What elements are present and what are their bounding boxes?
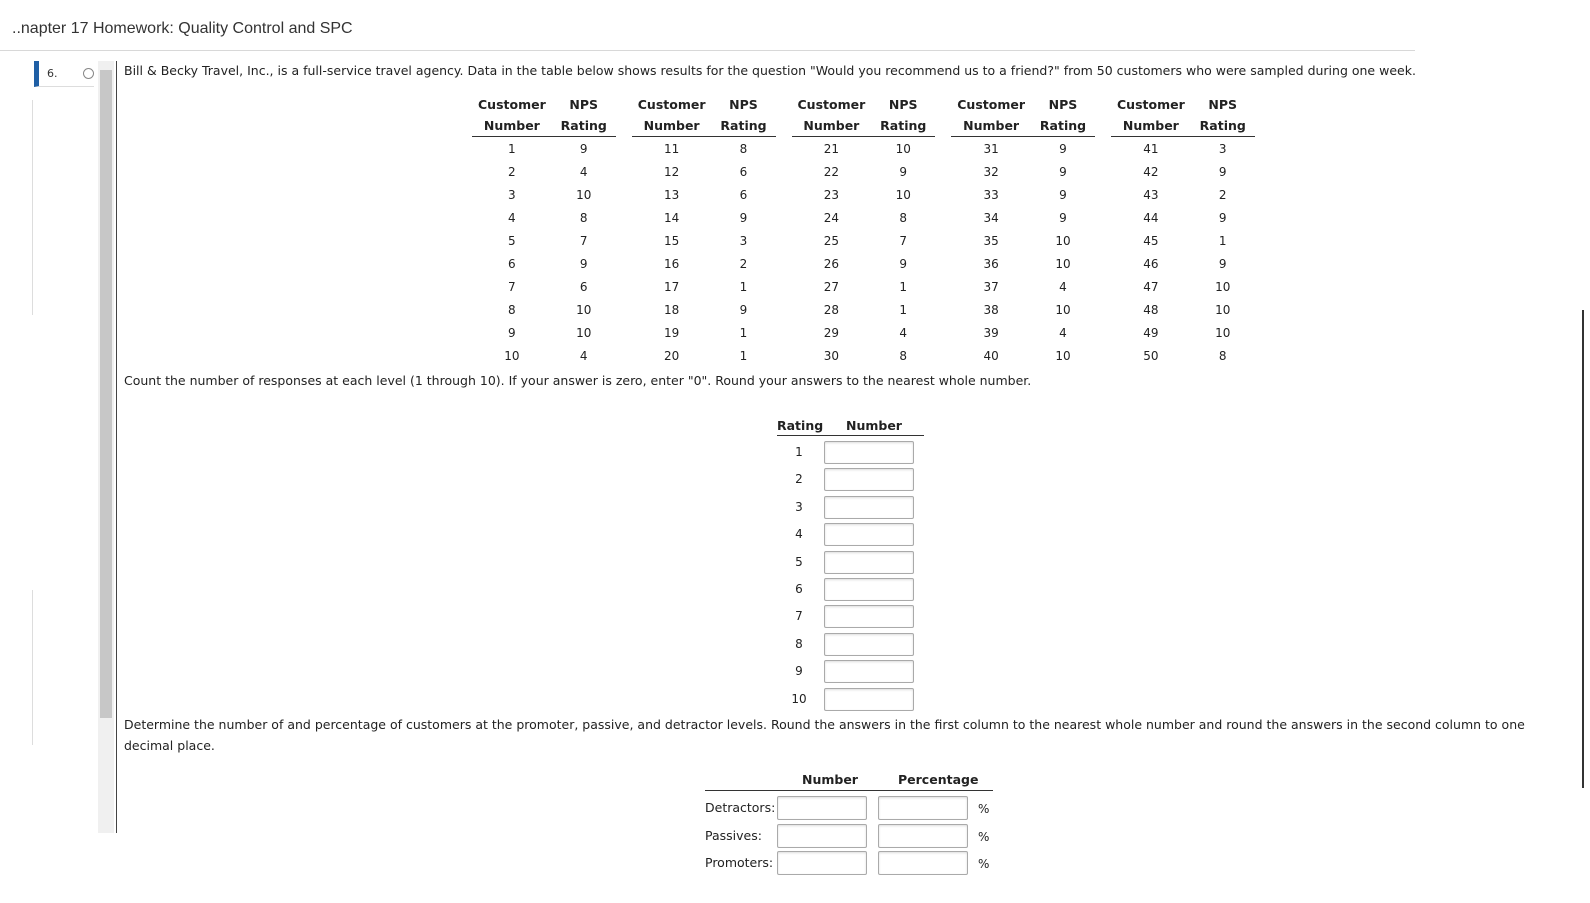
customer-number-cell: 31 (983, 141, 999, 156)
summary-number-input[interactable] (777, 851, 867, 875)
rating-count-input[interactable] (824, 578, 914, 601)
rating-row (777, 604, 924, 631)
customer-number-cell: 8 (508, 302, 516, 317)
rating-label: 2 (795, 472, 803, 487)
rating-count-input[interactable] (824, 688, 914, 711)
summary-label: Promoters: (705, 855, 774, 870)
summary-percentage-input[interactable] (878, 851, 968, 875)
nps-rating-cell: 1 (899, 279, 908, 294)
content-border (116, 61, 117, 833)
customer-number-cell: 38 (983, 302, 999, 317)
nps-rating-cell: 4 (1059, 279, 1067, 294)
col-header: Number (632, 115, 712, 137)
rating-row (777, 467, 924, 494)
customer-number-cell: 23 (823, 187, 840, 202)
nps-rating-cell: 9 (1059, 164, 1067, 179)
col-header: Number (1111, 115, 1191, 137)
summary-percentage-input[interactable] (878, 796, 968, 820)
customer-number-cell: 21 (823, 141, 840, 156)
nps-rating-cell: 4 (899, 325, 908, 340)
customer-number-cell: 39 (983, 325, 999, 340)
col-header: Customer (478, 97, 546, 112)
nps-rating-cell: 4 (579, 348, 588, 363)
col-header: Rating (1031, 115, 1095, 137)
customer-number-cell: 41 (1143, 141, 1159, 156)
col-header: Customer (957, 97, 1025, 112)
customer-number-cell: 43 (1143, 187, 1159, 202)
nps-rating-cell: 9 (1059, 141, 1067, 156)
table-row (472, 252, 1255, 275)
nps-rating-cell: 10 (1215, 279, 1231, 294)
customer-number-cell: 6 (508, 256, 516, 271)
customer-number-cell: 17 (663, 279, 680, 294)
nps-rating-cell: 9 (739, 302, 748, 317)
customer-number-cell: 27 (823, 279, 840, 294)
nps-rating-cell: 7 (899, 233, 908, 248)
rating-count-input[interactable] (824, 660, 914, 683)
nps-rating-cell: 9 (1059, 187, 1067, 202)
summary-label: Passives: (705, 827, 762, 843)
rating-label: 10 (791, 691, 807, 706)
percent-sign: % (978, 802, 990, 816)
nps-rating-cell: 9 (899, 164, 908, 179)
customer-number-cell: 34 (983, 210, 999, 225)
customer-number-cell: 10 (504, 348, 520, 363)
rating-label: 6 (795, 582, 803, 596)
nps-rating-cell: 9 (739, 210, 748, 225)
rating-count-input[interactable] (824, 633, 914, 656)
table-row (472, 298, 1255, 321)
customer-number-cell: 26 (823, 256, 840, 271)
rating-label: 4 (795, 527, 803, 542)
rating-header-rule (777, 435, 924, 436)
customer-number-cell: 1 (508, 141, 516, 156)
summary-percentage-header: Percentage (898, 772, 979, 787)
col-header: Number (792, 115, 872, 137)
rating-row (777, 495, 924, 522)
customer-number-cell: 44 (1143, 210, 1159, 225)
summary-number-input[interactable] (777, 796, 867, 820)
nps-rating-cell: 10 (576, 302, 592, 317)
nps-rating-cell: 1 (739, 279, 748, 294)
col-header: NPS (1208, 97, 1238, 112)
left-divider (32, 100, 33, 130)
question-number: 6. (47, 67, 58, 80)
nps-rating-cell: 8 (899, 348, 908, 363)
customer-number-cell: 32 (983, 164, 999, 179)
customer-number-cell: 15 (663, 233, 680, 248)
customer-number-cell: 25 (823, 233, 840, 248)
col-header: NPS (729, 97, 758, 112)
table-row (472, 275, 1255, 298)
rating-row (777, 550, 924, 577)
number-header: Number (846, 418, 902, 433)
col-header: Rating (552, 115, 616, 137)
nps-rating-cell: 10 (895, 187, 911, 202)
nps-rating-cell: 10 (1055, 256, 1071, 271)
table-row (472, 137, 1255, 161)
header-divider (0, 50, 1415, 51)
count-instruction: Count the number of responses at each level (1 through 10). If your answer is zero, enter "0". Round your answers to the nearest whole number. (124, 373, 1032, 388)
nps-rating-cell: 10 (1055, 348, 1071, 363)
nps-rating-cell: 10 (576, 187, 592, 202)
rating-count-input[interactable] (824, 523, 914, 546)
col-header: Number (472, 115, 552, 137)
col-header: Customer (637, 97, 706, 112)
nps-rating-cell: 1 (1218, 233, 1227, 248)
customer-number-cell: 2 (508, 164, 516, 179)
summary-label: Detractors: (705, 800, 776, 815)
rating-row (777, 577, 924, 604)
scrollbar-thumb[interactable] (100, 70, 112, 718)
nps-rating-cell: 9 (579, 256, 588, 271)
rating-count-input[interactable] (824, 605, 914, 628)
rating-count-input[interactable] (824, 496, 914, 519)
left-divider (32, 590, 33, 745)
customer-number-cell: 9 (508, 325, 516, 340)
level-instruction: Determine the number of and percentage of customers at the promoter, passive, and detractor levels. Round the answers in the first column to the nearest whole number and round the answers in the second column to one decimal place. (124, 717, 1525, 753)
nps-rating-cell: 9 (1218, 164, 1227, 179)
customer-number-cell: 14 (663, 210, 680, 225)
rating-row (777, 440, 924, 467)
customer-number-cell: 20 (663, 348, 680, 363)
nps-rating-cell: 4 (579, 164, 588, 179)
table-row (472, 229, 1255, 252)
summary-row (705, 795, 1005, 822)
customer-number-cell: 16 (663, 256, 680, 271)
col-header: NPS (1048, 97, 1078, 112)
nps-rating-cell: 2 (1218, 187, 1227, 202)
summary-row (705, 850, 1005, 877)
customer-number-cell: 13 (663, 187, 680, 202)
summary-percentage-input[interactable] (878, 824, 968, 848)
customer-number-cell: 7 (508, 279, 516, 294)
col-header: Number (951, 115, 1031, 137)
percent-sign: % (978, 857, 990, 871)
nps-rating-cell: 1 (739, 348, 748, 363)
rating-label: 1 (795, 445, 803, 459)
question-tab[interactable] (34, 61, 94, 87)
nps-rating-cell: 6 (579, 279, 588, 294)
rating-row (777, 522, 924, 549)
left-divider (32, 130, 33, 315)
customer-number-cell: 18 (663, 302, 680, 317)
question-intro: Bill & Becky Travel, Inc., is a full-service travel agency. Data in the table below shows results for the question "Would you recommend us to a friend?" from 50 customers who were sampled during one week. (124, 63, 1416, 78)
page-title: ..napter 17 Homework: Quality Control and SPC (12, 20, 353, 37)
nps-rating-cell: 7 (579, 233, 588, 248)
nps-rating-cell: 3 (739, 233, 748, 248)
nps-rating-cell: 6 (739, 187, 748, 202)
percent-sign: % (978, 829, 990, 844)
customer-number-cell: 33 (983, 187, 999, 202)
customer-number-cell: 24 (823, 210, 840, 225)
col-header: Rating (1191, 115, 1255, 137)
table-row (472, 160, 1255, 183)
table-row (472, 206, 1255, 229)
customer-number-cell: 37 (983, 279, 999, 294)
nps-rating-cell: 8 (1218, 348, 1227, 363)
customer-number-cell: 12 (663, 164, 680, 179)
nps-rating-cell: 2 (739, 256, 748, 271)
rating-label: 5 (795, 554, 803, 569)
col-header: Rating (712, 115, 776, 137)
summary-number-input[interactable] (777, 824, 867, 848)
table-row (472, 183, 1255, 206)
question-status-icon (83, 68, 94, 79)
col-header: Customer (1117, 97, 1185, 112)
summary-number-header: Number (802, 772, 858, 787)
rating-label: 8 (795, 636, 803, 651)
customer-number-cell: 36 (983, 256, 999, 271)
col-header: NPS (569, 97, 599, 112)
rating-row (777, 687, 924, 714)
nps-rating-cell: 10 (1215, 302, 1231, 317)
customer-number-cell: 42 (1143, 164, 1159, 179)
table-row (472, 321, 1255, 344)
customer-number-cell: 4 (508, 210, 516, 225)
right-scroll-indicator (1582, 310, 1584, 788)
nps-rating-cell: 4 (1059, 325, 1067, 340)
rating-row (777, 659, 924, 686)
nps-rating-cell: 9 (1218, 210, 1227, 225)
customer-number-cell: 19 (663, 325, 680, 340)
nps-rating-cell: 8 (899, 210, 908, 225)
customer-number-cell: 49 (1143, 325, 1159, 340)
nps-rating-cell: 1 (899, 302, 908, 317)
customer-number-cell: 5 (508, 233, 516, 248)
customer-number-cell: 47 (1143, 279, 1159, 294)
rating-header: Rating (777, 418, 824, 433)
rating-count-input[interactable] (824, 468, 914, 491)
rating-label: 9 (795, 664, 803, 679)
customer-number-cell: 35 (983, 233, 999, 248)
col-header: Rating (871, 115, 935, 137)
nps-rating-cell: 6 (739, 164, 748, 179)
rating-row (777, 632, 924, 659)
customer-number-cell: 48 (1143, 302, 1159, 317)
customer-number-cell: 40 (983, 348, 999, 363)
rating-label: 3 (795, 499, 803, 514)
table-row (472, 344, 1255, 367)
nps-rating-cell: 8 (579, 210, 588, 225)
nps-rating-cell: 8 (739, 141, 748, 156)
summary-header-rule (705, 790, 993, 791)
customer-number-cell: 28 (823, 302, 840, 317)
nps-rating-cell: 9 (899, 256, 908, 271)
customer-number-cell: 46 (1143, 256, 1159, 271)
nps-rating-cell: 1 (739, 325, 748, 340)
customer-number-cell: 45 (1143, 233, 1159, 248)
customer-number-cell: 29 (823, 325, 840, 340)
nps-rating-cell: 10 (576, 325, 592, 340)
nps-rating-cell: 10 (895, 141, 911, 156)
nps-rating-cell: 10 (1055, 302, 1071, 317)
customer-number-cell: 22 (823, 164, 840, 179)
rating-count-input[interactable] (824, 441, 914, 464)
nps-rating-cell: 10 (1055, 233, 1071, 248)
nps-rating-cell: 9 (579, 141, 588, 156)
customer-number-cell: 11 (663, 141, 680, 156)
col-header: NPS (888, 97, 918, 112)
nps-rating-cell: 10 (1215, 325, 1231, 340)
nps-rating-cell: 3 (1218, 141, 1227, 156)
customer-number-cell: 30 (823, 348, 840, 363)
rating-count-input[interactable] (824, 551, 914, 574)
rating-label: 7 (795, 609, 803, 624)
col-header: Customer (797, 97, 866, 112)
nps-data-table (472, 94, 1255, 367)
customer-number-cell: 50 (1143, 348, 1159, 363)
customer-number-cell: 3 (508, 187, 516, 202)
summary-row (705, 823, 1005, 850)
nps-rating-cell: 9 (1218, 256, 1227, 271)
nps-rating-cell: 9 (1059, 210, 1067, 225)
